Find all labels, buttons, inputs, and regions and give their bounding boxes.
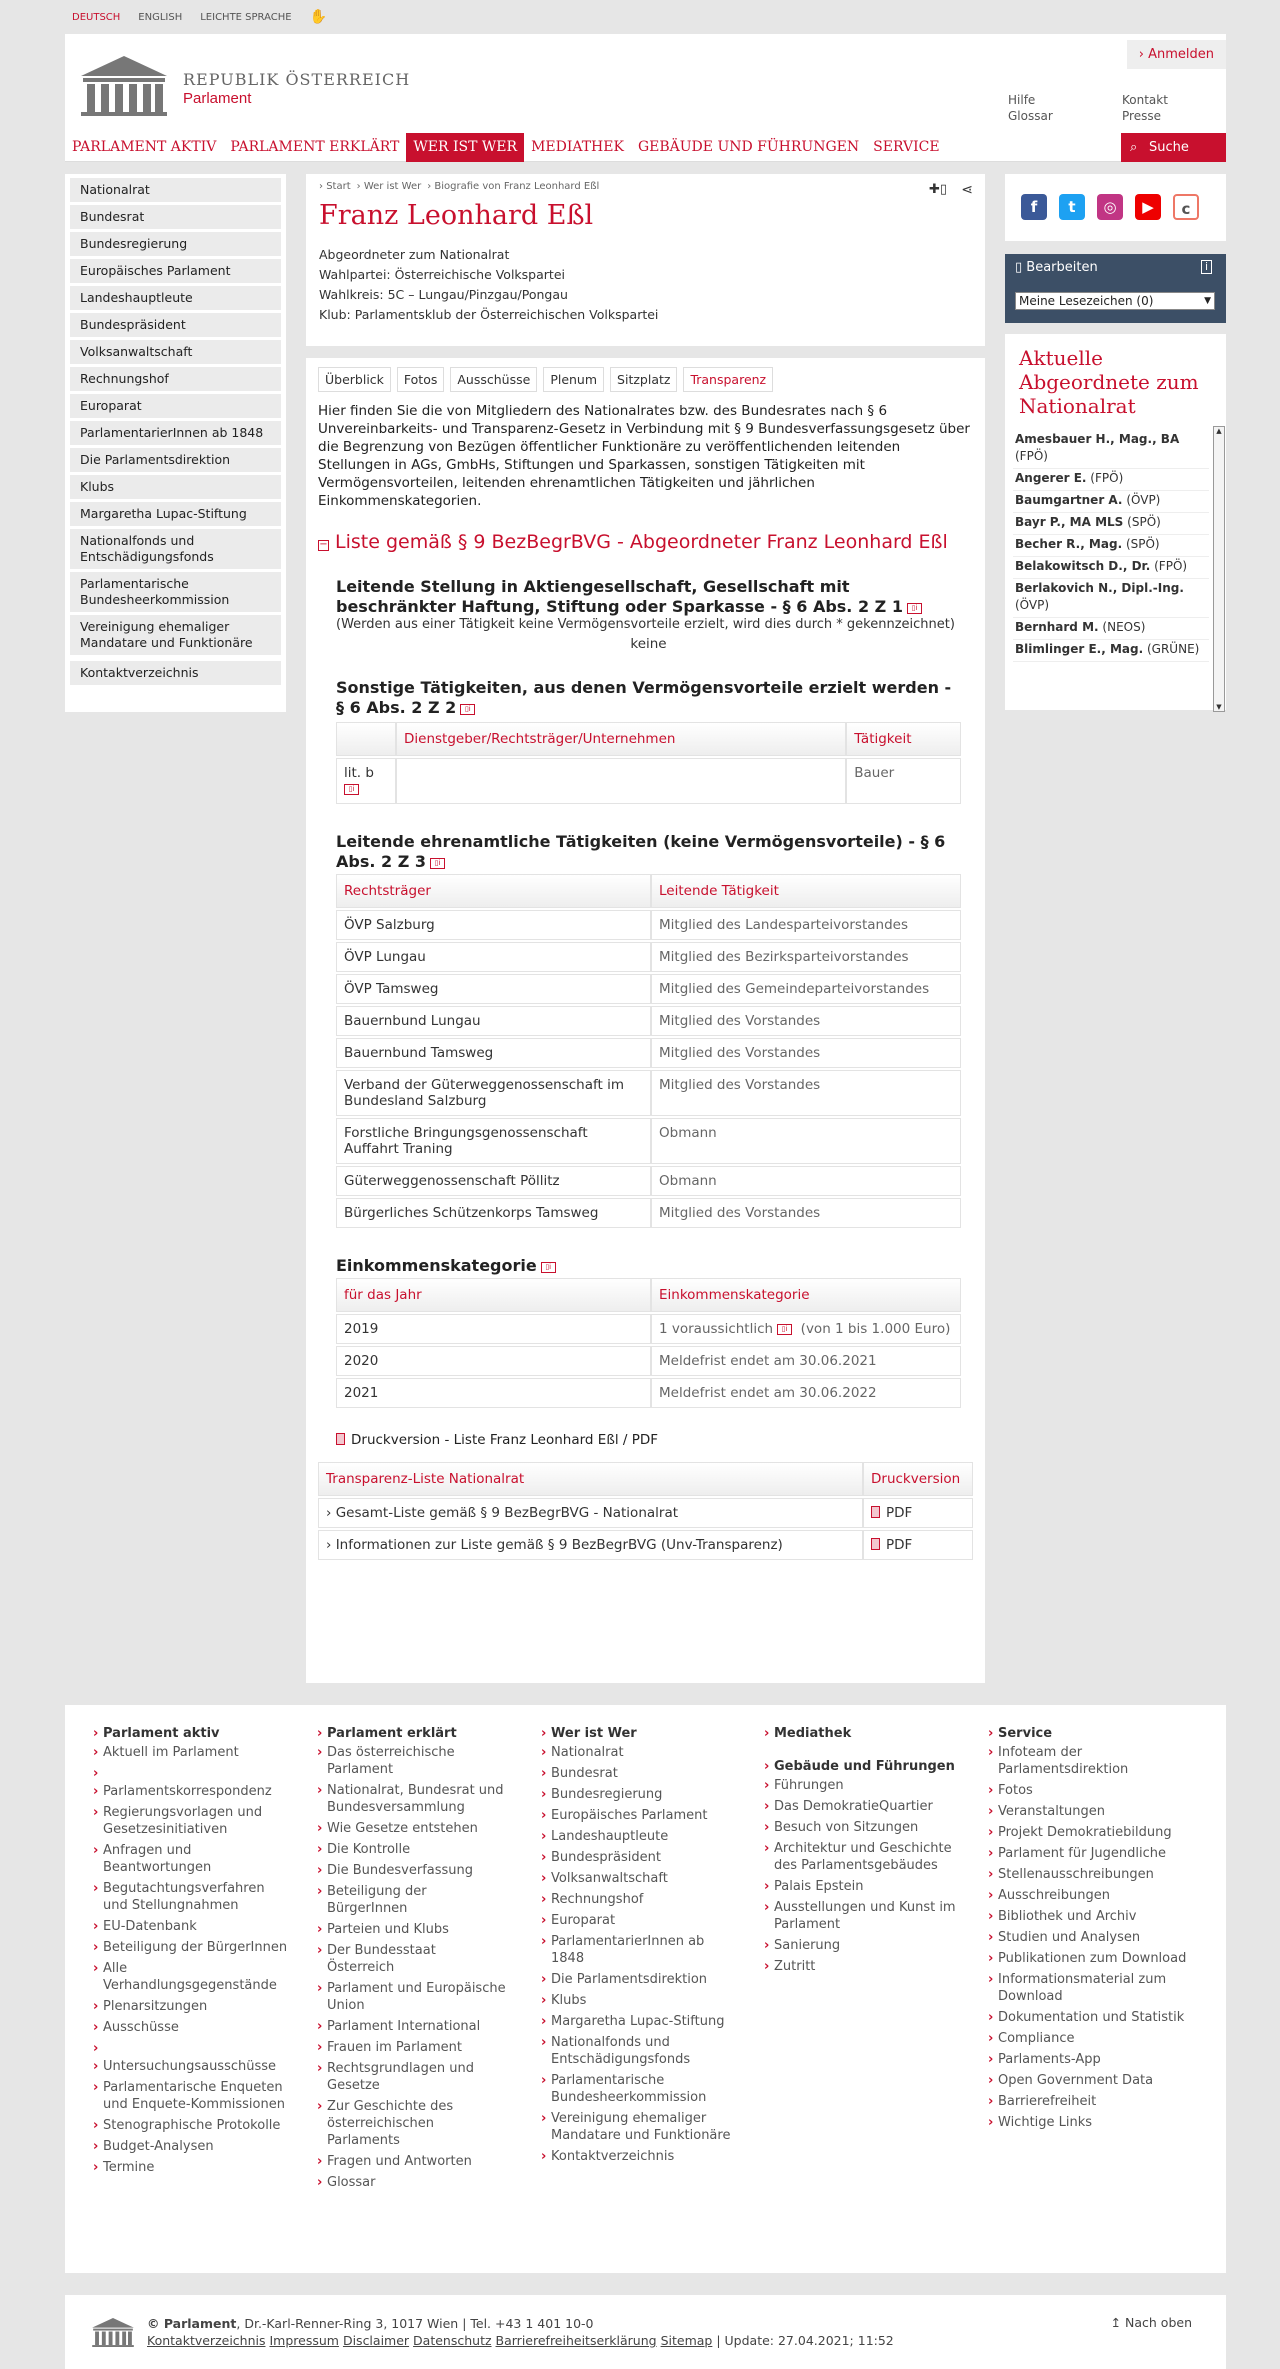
sidebar-item[interactable]: Bundespräsident — [70, 313, 281, 337]
hilfe-link[interactable]: Hilfe — [1008, 93, 1036, 107]
chevron-down-icon: ▼ — [1204, 296, 1211, 306]
nav-mediathek[interactable]: MEDIATHEK — [531, 138, 624, 155]
sidebar-item[interactable]: Nationalrat — [70, 178, 281, 202]
footer-link[interactable]: › Kontaktverzeichnis — [541, 2148, 731, 2165]
footer-link[interactable]: › Zur Geschichte des österreichischen Parlaments — [317, 2098, 507, 2149]
mastodon-icon[interactable]: c — [1173, 194, 1199, 220]
list-item[interactable]: Becher R., Mag. (SPÖ) — [1013, 535, 1209, 557]
header-links-left — [1008, 92, 1053, 124]
tab-plenum[interactable]: Plenum — [543, 367, 604, 392]
footer-link[interactable]: › Parlamentskorrespondenz — [93, 1783, 293, 1800]
table-row: ÖVP Tamsweg Mitglied des Gemeindeparteivorstandes — [336, 974, 961, 1004]
table-row: 2020 Meldefrist endet am 30.06.2021 — [336, 1346, 961, 1376]
col-header: Tätigkeit — [846, 722, 961, 756]
col-header: Dienstgeber/Rechtsträger/Unternehmen — [396, 722, 846, 756]
list-item[interactable]: Baumgartner A. (ÖVP) — [1013, 491, 1209, 513]
bearbeiten-title: Bearbeiten — [1026, 260, 1098, 275]
footer-link[interactable]: › Bundespräsident — [541, 1849, 731, 1866]
footer-heading[interactable]: › Parlament aktiv — [93, 1725, 293, 1742]
footer-heading[interactable]: › Wer ist Wer — [541, 1725, 731, 1742]
profile-tabs — [318, 367, 973, 392]
footer-link[interactable]: › Margaretha Lupac-Stiftung — [541, 2013, 731, 2030]
footer-link[interactable]: › Beteiligung der BürgerInnen — [93, 1939, 293, 1956]
main-navigation — [65, 133, 1226, 162]
info-icon[interactable]: ▯i — [344, 784, 359, 795]
back-to-top-label: Nach oben — [1125, 2315, 1192, 2330]
footer-col — [93, 1725, 293, 2180]
nav-parlament-aktiv[interactable]: PARLAMENT AKTIV — [72, 138, 217, 155]
einkommen-table — [336, 1276, 961, 1410]
sidebar-item[interactable]: Nationalfonds und Entschädigungsfonds — [70, 529, 281, 569]
site-footer — [65, 1705, 1226, 2273]
footer-link[interactable]: › Plenarsitzungen — [93, 1998, 293, 2015]
footer-link[interactable]: › Rechnungshof — [541, 1891, 731, 1908]
table-row — [318, 1498, 973, 1528]
person-info — [319, 245, 972, 325]
profile-card — [306, 174, 985, 346]
col-header: Einkommenskategorie — [651, 1278, 961, 1312]
list-item[interactable]: Belakowitsch D., Dr. (FPÖ) — [1013, 557, 1209, 579]
list-item[interactable]: Angerer E. (FPÖ) — [1013, 469, 1209, 491]
list-item[interactable]: Berlakovich N., Dipl.-Ing. (ÖVP) — [1013, 579, 1209, 618]
col-header: für das Jahr — [336, 1278, 651, 1312]
table-row: 2021 Meldefrist endet am 30.06.2022 — [336, 1378, 961, 1408]
info-role: Abgeordneter zum Nationalrat — [319, 247, 510, 262]
breadcrumb-item[interactable]: › Wer ist Wer — [356, 181, 422, 192]
footer-link[interactable]: › Ausschreibungen — [988, 1887, 1188, 1904]
footer-link[interactable]: › Compliance — [988, 2030, 1188, 2047]
search-label: Suche — [1149, 140, 1189, 155]
footer-link[interactable]: › Klubs — [541, 1992, 731, 2009]
sign-language-icon[interactable]: ✋ — [309, 9, 328, 25]
footer-link[interactable]: › Sanierung — [764, 1937, 964, 1954]
col-empty — [336, 722, 396, 756]
liste-toggle[interactable] — [318, 531, 973, 553]
sidebar-item[interactable]: Die Parlamentsdirektion — [70, 448, 281, 472]
sidebar-item[interactable]: Volksanwaltschaft — [70, 340, 281, 364]
footer-link[interactable]: › Nationalfonds und Entschädigungsfonds — [541, 2034, 731, 2068]
footer-link[interactable]: › Zutritt — [764, 1958, 964, 1975]
info-club: Klub: Parlamentsklub der Österreichischen Volkspartei — [319, 307, 659, 322]
bookmark-add-icon[interactable]: ✚▯ — [928, 182, 947, 197]
footer-link[interactable]: › ParlamentarierInnen ab 1848 — [541, 1933, 731, 1967]
table-row: Bauernbund Tamsweg Mitglied des Vorstandes — [336, 1038, 961, 1068]
footer-link[interactable]: › Besuch von Sitzungen — [764, 1819, 964, 1836]
pdf-icon — [871, 1506, 880, 1518]
section-einkommen: Einkommenskategorie ▯i — [336, 1256, 961, 1276]
language-bar — [72, 9, 328, 25]
footer-link[interactable]: › Das österreichische Parlament — [317, 1744, 507, 1778]
footer-link[interactable]: › Parlament International — [317, 2018, 507, 2035]
footer-link[interactable]: › Anfragen und Beantwortungen — [93, 1842, 293, 1876]
druckversion-label: Druckversion - Liste Franz Leonhard Eßl / PDF — [351, 1432, 658, 1448]
lang-english[interactable]: ENGLISH — [138, 12, 183, 23]
tab-fotos[interactable]: Fotos — [397, 367, 444, 392]
table-row: ÖVP Salzburg Mitglied des Landesparteivorstandes — [336, 910, 961, 940]
tab-ueberblick[interactable]: Überblick — [318, 367, 391, 392]
site-header — [65, 34, 1226, 133]
intro-text: Hier finden Sie die von Mitgliedern des Nationalrates bzw. des Bundesrates nach § 6 Unvereinbarkeits- und Transparenz-Gesetz in Verbindung mit § 9 Bundesverfassungsgesetz über die Begrenzung von Bezügen öffentlicher Funktionäre zu veröffentlichenden leitenden Stellungen in AGs, GmbHs, Stiftungen und Sparkassen, sonstigen Tätigkeiten mit Vermögensvorteilen, leitenden ehrenamtlichen Tätigkeiten und jährlichen Einkommenskategorien. — [318, 403, 970, 509]
lang-deutsch[interactable]: DEUTSCH — [72, 12, 121, 23]
youtube-icon[interactable]: ▶ — [1135, 194, 1161, 220]
abgeordnete-list — [1013, 430, 1209, 712]
list-item[interactable]: Amesbauer H., Mag., BA (FPÖ) — [1013, 430, 1209, 469]
parliament-building-icon — [91, 2317, 135, 2347]
lesezeichen-select[interactable] — [1015, 292, 1215, 310]
tab-ausschuesse[interactable]: Ausschüsse — [450, 367, 537, 392]
footer-col — [541, 1725, 731, 2169]
social-box — [1005, 174, 1226, 241]
share-icon[interactable]: ⋖ — [961, 182, 973, 198]
info-constituency: Wahlkreis: 5C – Lungau/Pinzgau/Pongau — [319, 287, 568, 302]
footer-col — [317, 1725, 507, 2195]
informationen-link[interactable]: › Informationen zur Liste gemäß § 9 BezBegrBVG (Unv-Transparenz) — [326, 1537, 783, 1553]
page-title: Franz Leonhard Eßl — [319, 200, 594, 231]
back-to-top-link[interactable] — [1111, 2315, 1192, 2330]
footer-heading[interactable]: › Parlament erklärt — [317, 1725, 507, 1742]
sidebar-item[interactable]: Vereinigung ehemaliger Mandatare und Funktionäre — [70, 615, 281, 655]
table-row: Bauernbund Lungau Mitglied des Vorstandes — [336, 1006, 961, 1036]
footer-link[interactable]: › Parteien und Klubs — [317, 1921, 507, 1938]
nav-wer-ist-wer[interactable]: WER IST WER — [406, 133, 524, 162]
logo-title: REPUBLIK ÖSTERREICH — [183, 70, 411, 89]
footer-link[interactable]: Datenschutz — [413, 2333, 492, 2348]
section-note: (Werden aus einer Tätigkeit keine Vermögensvorteile erzielt, wird dies durch * gekennzeichnet) — [336, 617, 955, 632]
arrow-up-icon: ↥ — [1110, 2315, 1126, 2330]
footer-link[interactable]: Impressum — [269, 2333, 339, 2348]
table-row: Güterweggenossenschaft Pöllitz Obmann — [336, 1166, 961, 1196]
footer-col — [764, 1725, 964, 1979]
col-header: Druckversion — [863, 1462, 973, 1496]
footer-link[interactable]: › Führungen — [764, 1777, 964, 1794]
twitter-icon[interactable]: t — [1059, 194, 1085, 220]
nav-parlament-erklaert[interactable]: PARLAMENT ERKLÄRT — [230, 138, 400, 155]
footer-link[interactable]: › Bibliothek und Archiv — [988, 1908, 1188, 1925]
footer-link[interactable]: › Wie Gesetze entstehen — [317, 1820, 507, 1837]
footer-heading[interactable]: › Mediathek — [764, 1725, 964, 1742]
footer-link[interactable]: › Architektur und Geschichte des Parlamentsgebäudes — [764, 1840, 964, 1874]
footer-link[interactable]: › Frauen im Parlament — [317, 2039, 507, 2056]
footer-link[interactable]: › Das DemokratieQuartier — [764, 1798, 964, 1815]
footer-link[interactable]: › Glossar — [317, 2174, 507, 2191]
footer-link[interactable]: › Publikationen zum Download — [988, 1950, 1188, 1967]
footer-link[interactable]: › Parlamentarische Bundesheerkommission — [541, 2072, 731, 2106]
footer-link[interactable]: › Studien und Analysen — [988, 1929, 1188, 1946]
header-links-right — [1122, 92, 1168, 124]
footer-link[interactable]: › Parlament für Jugendliche — [988, 1845, 1188, 1862]
section-value: keine — [630, 636, 667, 652]
abgeordnete-box — [1005, 334, 1226, 710]
druckversion-link[interactable] — [336, 1432, 961, 1448]
footer-link[interactable]: › Dokumentation und Statistik — [988, 2009, 1188, 2026]
footer-link[interactable]: › Der Bundesstaat Österreich — [317, 1942, 507, 1976]
login-label: Anmelden — [1148, 47, 1214, 62]
taetigkeit-value: Bauer — [846, 758, 961, 804]
col-header: Rechtsträger — [336, 874, 651, 908]
sidebar-item[interactable]: Europäisches Parlament — [70, 259, 281, 283]
footer-link[interactable]: › Die Parlamentsdirektion — [541, 1971, 731, 1988]
footer-link[interactable]: › Informationsmaterial zum Download — [988, 1971, 1188, 2005]
pdf-link[interactable]: PDF — [871, 1537, 912, 1553]
sonstige-table — [336, 720, 961, 806]
nav-gebaeude[interactable]: GEBÄUDE UND FÜHRUNGEN — [637, 138, 860, 155]
pdf-icon — [871, 1538, 880, 1550]
sidebar-nav — [65, 174, 286, 712]
footer-link[interactable]: › Beteiligung der BürgerInnen — [317, 1883, 507, 1917]
tab-transparenz[interactable]: Transparenz — [683, 367, 773, 392]
footer-link[interactable]: › Begutachtungsverfahren und Stellungnahmen — [93, 1880, 293, 1914]
sidebar-item[interactable]: Rechnungshof — [70, 367, 281, 391]
footer-link[interactable]: › Nationalrat — [541, 1744, 731, 1761]
parliament-logo[interactable] — [79, 54, 410, 116]
login-button[interactable] — [1127, 40, 1226, 69]
abgeordnete-title: Aktuelle Abgeordnete zum Nationalrat — [1019, 346, 1199, 418]
footer-link[interactable]: › EU-Datenbank — [93, 1918, 293, 1935]
footer-link[interactable]: › Die Bundesverfassung — [317, 1862, 507, 1879]
facebook-icon[interactable]: f — [1021, 194, 1047, 220]
tab-sitzplatz[interactable]: Sitzplatz — [610, 367, 677, 392]
footer-link[interactable]: › Europarat — [541, 1912, 731, 1929]
sidebar-item[interactable]: ParlamentarierInnen ab 1848 — [70, 421, 281, 445]
lesezeichen-value: Meine Lesezeichen (0) — [1019, 294, 1154, 308]
footer-link[interactable]: › Die Kontrolle — [317, 1841, 507, 1858]
footer-link[interactable]: › Infoteam der Parlamentsdirektion — [988, 1744, 1188, 1778]
search-button[interactable] — [1121, 133, 1226, 162]
table-row — [318, 1530, 973, 1560]
footer-link[interactable]: › Bundesrat — [541, 1765, 731, 1782]
sidebar-item[interactable]: Margaretha Lupac-Stiftung — [70, 502, 281, 526]
gesamt-liste-link[interactable]: › Gesamt-Liste gemäß § 9 BezBegrBVG - Nationalrat — [326, 1505, 679, 1521]
footer-link[interactable]: › Landeshauptleute — [541, 1828, 731, 1845]
chevron-right-icon: › — [1138, 47, 1149, 62]
footer-link[interactable]: › Rechtsgrundlagen und Gesetze — [317, 2060, 507, 2094]
nav-service[interactable]: SERVICE — [873, 138, 940, 155]
footer-link[interactable]: › Stenographische Protokolle — [93, 2117, 293, 2134]
sidebar-item[interactable]: Europarat — [70, 394, 281, 418]
section-leitende-stellung: Leitende Stellung in Aktiengesellschaft, Gesellschaft mit beschränkter Haftung, Stiftung oder Sparkasse - § 6 Abs. 2 Z 1 ▯i — [336, 577, 961, 617]
footer-link[interactable]: › Termine — [93, 2159, 293, 2176]
breadcrumb — [319, 181, 972, 192]
pdf-icon — [336, 1433, 345, 1445]
copyright-org: © Parlament — [147, 2316, 237, 2331]
info-icon[interactable]: ▯i — [430, 858, 445, 869]
info-icon[interactable]: ▯i — [777, 1324, 792, 1335]
col-header: Transparenz-Liste Nationalrat — [318, 1462, 863, 1496]
info-icon[interactable]: ▯i — [541, 1262, 556, 1273]
breadcrumb-item[interactable]: › Start — [319, 181, 351, 192]
footer-heading[interactable]: › Service — [988, 1725, 1188, 1742]
footer-link[interactable]: › Untersuchungsausschüsse — [93, 2058, 293, 2075]
breadcrumb-item: › Biografie von Franz Leonhard Eßl — [427, 181, 600, 192]
table-row: ÖVP Lungau Mitglied des Bezirksparteivorstandes — [336, 942, 961, 972]
bookmark-icon: ▯ — [1015, 260, 1027, 275]
footer-link[interactable]: › Fragen und Antworten — [317, 2153, 507, 2170]
footer-link[interactable]: › Parlamentarische Enqueten und Enquete-Kommissionen — [93, 2079, 293, 2113]
sidebar-item[interactable]: Parlamentarische Bundesheerkommission — [70, 572, 281, 612]
footer-col — [988, 1725, 1188, 2135]
transparency-card — [306, 358, 985, 1683]
footer-link[interactable]: › Europäisches Parlament — [541, 1807, 731, 1824]
kontakt-link[interactable]: Kontakt — [1122, 93, 1168, 107]
ehrenamt-table — [336, 872, 961, 1230]
footer-link[interactable]: Barrierefreiheitserklärung — [495, 2333, 657, 2348]
pdf-link[interactable]: PDF — [871, 1505, 912, 1521]
info-icon[interactable]: i — [1201, 260, 1212, 274]
logo-subtitle: Parlament — [183, 90, 252, 107]
footer-link[interactable]: › Ausschüsse — [93, 2019, 293, 2036]
section-ehrenamtlich: Leitende ehrenamtliche Tätigkeiten (keine Vermögensvorteile) - § 6 Abs. 2 Z 3 ▯i — [336, 832, 946, 871]
footer-link[interactable]: › Alle Verhandlungsgegenstände — [93, 1960, 293, 1994]
footer-link[interactable]: › Stellenausschreibungen — [988, 1866, 1188, 1883]
footer-link[interactable]: › Veranstaltungen — [988, 1803, 1188, 1820]
footer-link[interactable] — [93, 1765, 293, 1779]
address-text: , Dr.-Karl-Renner-Ring 3, 1017 Wien | Tel. +43 1 401 10-0 — [236, 2316, 594, 2331]
footer-link[interactable]: › Volksanwaltschaft — [541, 1870, 731, 1887]
table-row — [336, 758, 961, 804]
sidebar-item[interactable]: Bundesregierung — [70, 232, 281, 256]
table-row: Bürgerliches Schützenkorps Tamsweg Mitglied des Vorstandes — [336, 1198, 961, 1228]
info-party: Wahlpartei: Österreichische Volkspartei — [319, 267, 565, 282]
footer-link[interactable]: Kontaktverzeichnis — [147, 2333, 266, 2348]
sidebar-item[interactable]: Klubs — [70, 475, 281, 499]
footer-link[interactable]: › Wichtige Links — [988, 2114, 1188, 2131]
parliament-building-icon — [79, 54, 169, 116]
footer-link[interactable]: › Parlaments-App — [988, 2051, 1188, 2068]
update-text: | Update: 27.04.2021; 11:52 — [716, 2333, 894, 2348]
footer-link[interactable]: › Parlament und Europäische Union — [317, 1980, 507, 2014]
lit-label: lit. b — [344, 765, 374, 781]
footer-link[interactable]: › Fotos — [988, 1782, 1188, 1799]
search-icon: ⌕ — [1130, 140, 1138, 155]
glossar-link[interactable]: Glossar — [1008, 109, 1053, 123]
footer-link[interactable]: › Regierungsvorlagen und Gesetzesinitiativen — [93, 1804, 293, 1838]
col-header: Leitende Tätigkeit — [651, 874, 961, 908]
sidebar-item[interactable]: Bundesrat — [70, 205, 281, 229]
liste-title: Liste gemäß § 9 BezBegrBVG - Abgeordneter Franz Leonhard Eßl — [335, 531, 948, 553]
table-row: 2019 1 voraussichtlich ▯i (von 1 bis 1.000 Euro) — [336, 1314, 961, 1344]
footer-heading[interactable]: › Gebäude und Führungen — [764, 1758, 964, 1775]
footer-link[interactable]: › Palais Epstein — [764, 1878, 964, 1895]
bearbeiten-box — [1005, 254, 1226, 323]
lang-leichte-sprache[interactable]: LEICHTE SPRACHE — [200, 12, 292, 23]
footer-link[interactable]: › Projekt Demokratiebildung — [988, 1824, 1188, 1841]
footer-link[interactable]: › Open Government Data — [988, 2072, 1188, 2089]
sidebar-item[interactable]: Landeshauptleute — [70, 286, 281, 310]
footer-link[interactable] — [93, 2040, 293, 2054]
footer-link[interactable]: › Nationalrat, Bundesrat und Bundesversammlung — [317, 1782, 507, 1816]
list-scrollbar[interactable]: ▲ ▼ — [1213, 426, 1225, 712]
sidebar-item[interactable]: Kontaktverzeichnis — [70, 661, 281, 685]
footer-link[interactable]: Disclaimer — [342, 2333, 410, 2348]
collapse-icon: − — [319, 539, 328, 550]
bottom-bar — [65, 2295, 1226, 2369]
footer-link[interactable]: › Vereinigung ehemaliger Mandatare und Funktionäre — [541, 2110, 731, 2144]
footer-link[interactable]: › Barrierefreiheit — [988, 2093, 1188, 2110]
instagram-icon[interactable]: ◎ — [1097, 194, 1123, 220]
footer-link[interactable]: › Bundesregierung — [541, 1786, 731, 1803]
list-item[interactable]: Bayr P., MA MLS (SPÖ) — [1013, 513, 1209, 535]
info-icon[interactable]: ▯i — [907, 603, 922, 614]
info-icon[interactable]: ▯i — [460, 704, 475, 715]
footer-link[interactable]: Sitemap — [660, 2333, 713, 2348]
list-item[interactable]: Bernhard M. (NEOS) — [1013, 618, 1209, 640]
footer-link[interactable]: › Ausstellungen und Kunst im Parlament — [764, 1899, 964, 1933]
list-item[interactable]: Blimlinger E., Mag. (GRÜNE) — [1013, 640, 1209, 662]
footer-link[interactable]: › Budget-Analysen — [93, 2138, 293, 2155]
table-row: Verband der Güterweggenossenschaft im Bundesland Salzburg Mitglied des Vorstandes — [336, 1070, 961, 1116]
footer-link[interactable]: › Aktuell im Parlament — [93, 1744, 293, 1761]
section-sonstige: Sonstige Tätigkeiten, aus denen Vermögensvorteile erzielt werden - § 6 Abs. 2 Z 2 ▯i — [336, 678, 952, 717]
transparenz-liste-table — [318, 1460, 973, 1562]
presse-link[interactable]: Presse — [1122, 109, 1161, 123]
table-row: Forstliche Bringungsgenossenschaft Auffahrt Traning Obmann — [336, 1118, 961, 1164]
